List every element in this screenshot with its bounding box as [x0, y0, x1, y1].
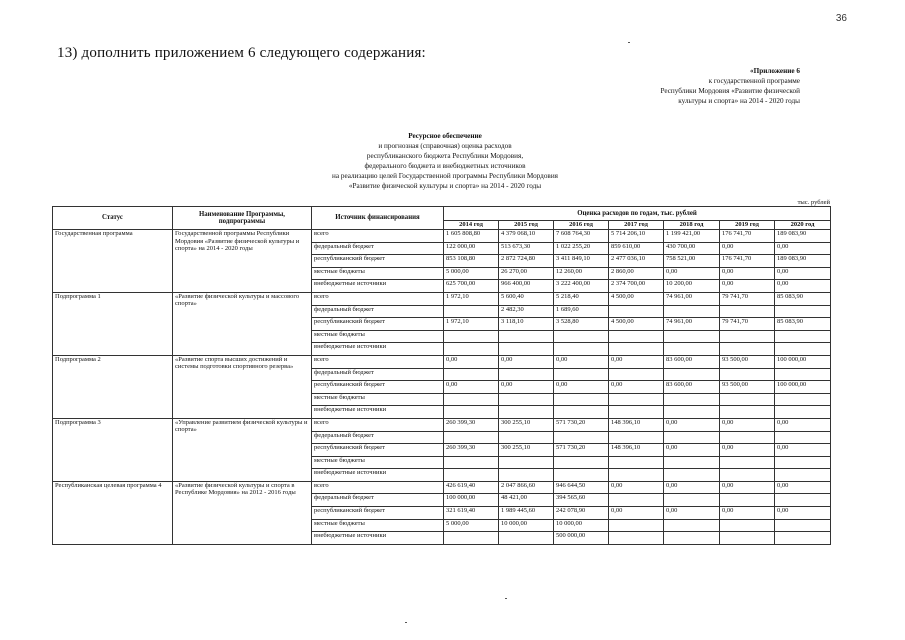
amount-cell: 10 200,00 [664, 280, 720, 293]
amount-cell: 176 741,70 [720, 230, 775, 243]
amount-cell: 100 000,00 [775, 355, 831, 368]
amount-cell [720, 519, 775, 532]
amount-cell: 0,00 [775, 507, 831, 520]
amount-cell [664, 532, 720, 545]
amount-cell [609, 494, 664, 507]
funding-source-cell: федеральный бюджет [312, 494, 444, 507]
resource-table [52, 206, 831, 545]
amount-cell [499, 343, 554, 356]
amount-cell [664, 393, 720, 406]
amount-cell: 79 741,70 [720, 318, 775, 331]
funding-source-cell: всего [312, 355, 444, 368]
funding-source-cell: всего [312, 230, 444, 243]
program-name-cell: «Развитие спорта высших достижений и системы подготовки спортивного резерва» [173, 355, 312, 418]
amount-cell: 0,00 [775, 267, 831, 280]
amount-cell: 85 083,90 [775, 318, 831, 331]
amount-cell: 1 199 421,00 [664, 230, 720, 243]
amount-cell: 758 521,00 [664, 255, 720, 268]
amount-cell: 260 399,30 [444, 418, 499, 431]
amount-cell: 10 000,00 [554, 519, 609, 532]
amount-cell: 0,00 [720, 507, 775, 520]
amount-cell: 5 600,40 [499, 292, 554, 305]
funding-source-cell: внебюджетные источники [312, 532, 444, 545]
amount-cell: 625 700,00 [444, 280, 499, 293]
amount-cell: 0,00 [664, 507, 720, 520]
appendix-line: культуры и спорта» на 2014 - 2020 годы [678, 97, 800, 105]
amount-cell: 0,00 [775, 242, 831, 255]
amount-cell [664, 519, 720, 532]
amount-cell [499, 532, 554, 545]
funding-source-cell: местные бюджеты [312, 393, 444, 406]
document-subtitle-line: республиканского бюджета Республики Мордовия, [366, 152, 524, 160]
amount-cell: 571 730,20 [554, 418, 609, 431]
amount-cell: 0,00 [664, 444, 720, 457]
amount-cell [720, 469, 775, 482]
amount-cell [664, 456, 720, 469]
scan-speck [505, 598, 507, 599]
amount-cell: 966 400,00 [499, 280, 554, 293]
header-year: 2016 год [554, 221, 609, 230]
scan-speck [628, 42, 630, 43]
amount-cell [444, 343, 499, 356]
amount-cell [554, 368, 609, 381]
amount-cell: 85 083,90 [775, 292, 831, 305]
amount-cell: 7 608 764,30 [554, 230, 609, 243]
appendix-title: «Приложение 6 [750, 67, 800, 75]
table-row [53, 230, 831, 243]
amount-cell: 0,00 [720, 242, 775, 255]
amount-cell: 0,00 [609, 507, 664, 520]
funding-source-cell: внебюджетные источники [312, 406, 444, 419]
amount-cell: 5 218,40 [554, 292, 609, 305]
amount-cell [664, 368, 720, 381]
amount-cell [775, 494, 831, 507]
amount-cell: 0,00 [775, 418, 831, 431]
status-cell: Подпрограмма 2 [53, 355, 173, 418]
amount-cell: 394 565,60 [554, 494, 609, 507]
appendix-line: Республики Мордовия «Развитие физической [660, 87, 800, 95]
amount-cell: 100 000,00 [775, 381, 831, 394]
amount-cell: 0,00 [720, 481, 775, 494]
amount-cell [444, 305, 499, 318]
amount-cell [720, 368, 775, 381]
amount-cell [720, 305, 775, 318]
status-cell: Республиканская целевая программа 4 [53, 481, 173, 544]
header-year: 2018 год [664, 221, 720, 230]
program-name-cell: «Развитие физической культуры и спорта в Республике Мордовия» на 2012 - 2016 годы [173, 481, 312, 544]
amount-cell: 430 700,00 [664, 242, 720, 255]
amount-cell: 2 860,00 [609, 267, 664, 280]
amount-cell [499, 368, 554, 381]
scan-speck [405, 622, 407, 623]
appendix-line: к государственной программе [708, 77, 800, 85]
funding-source-cell: внебюджетные источники [312, 280, 444, 293]
amount-cell: 260 399,30 [444, 444, 499, 457]
amount-cell: 3 222 400,00 [554, 280, 609, 293]
amount-cell: 148 396,10 [609, 444, 664, 457]
amount-cell [775, 519, 831, 532]
amount-cell [499, 469, 554, 482]
amount-cell [720, 431, 775, 444]
amount-cell [664, 343, 720, 356]
amount-cell: 2 482,30 [499, 305, 554, 318]
amount-cell: 0,00 [664, 481, 720, 494]
document-subtitle-line: «Развитие физической культуры и спорта» на 2014 - 2020 годы [348, 182, 542, 190]
amount-cell: 4 379 068,10 [499, 230, 554, 243]
amount-cell: 300 255,10 [499, 444, 554, 457]
document-subtitle-line: и прогнозная (справочная) оценка расходов [378, 142, 512, 150]
amount-cell: 3 411 849,10 [554, 255, 609, 268]
amount-cell: 0,00 [775, 280, 831, 293]
amount-cell [609, 456, 664, 469]
table-row [53, 418, 831, 431]
status-cell: Подпрограмма 1 [53, 292, 173, 355]
amount-cell: 48 421,00 [499, 494, 554, 507]
amount-cell [609, 532, 664, 545]
amount-cell: 189 083,90 [775, 255, 831, 268]
amount-cell: 4 500,00 [609, 318, 664, 331]
amount-cell: 0,00 [444, 355, 499, 368]
amount-cell [444, 532, 499, 545]
amount-cell [664, 431, 720, 444]
header-year: 2015 год [499, 221, 554, 230]
header-year: 2019 год [720, 221, 775, 230]
amount-cell: 189 083,90 [775, 230, 831, 243]
amount-cell: 300 255,10 [499, 418, 554, 431]
amount-cell: 5 000,00 [444, 267, 499, 280]
amount-cell [720, 456, 775, 469]
amount-cell [775, 368, 831, 381]
amount-cell [554, 456, 609, 469]
amount-cell: 4 500,00 [609, 292, 664, 305]
amount-cell [720, 406, 775, 419]
amount-cell [499, 330, 554, 343]
amount-cell: 83 600,00 [664, 381, 720, 394]
amount-cell: 2 872 724,80 [499, 255, 554, 268]
header-source: Источник финансирования [312, 207, 444, 230]
table-row [53, 481, 831, 494]
funding-source-cell: внебюджетные источники [312, 343, 444, 356]
amount-cell: 0,00 [775, 481, 831, 494]
amount-cell [775, 532, 831, 545]
amount-cell: 3 528,80 [554, 318, 609, 331]
amount-cell [554, 393, 609, 406]
funding-source-cell: всего [312, 481, 444, 494]
amount-cell [664, 469, 720, 482]
amount-cell: 0,00 [499, 355, 554, 368]
amount-cell [775, 469, 831, 482]
amount-cell [444, 368, 499, 381]
amount-cell: 853 108,80 [444, 255, 499, 268]
amount-cell: 0,00 [720, 444, 775, 457]
header-status: Статус [53, 207, 173, 230]
funding-source-cell: федеральный бюджет [312, 368, 444, 381]
document-subtitle-line: федерального бюджета и внебюджетных источников [364, 162, 526, 170]
amount-cell: 5 000,00 [444, 519, 499, 532]
amount-cell [775, 456, 831, 469]
amount-cell [609, 406, 664, 419]
amount-cell: 79 741,70 [720, 292, 775, 305]
amount-cell: 93 500,00 [720, 355, 775, 368]
amount-cell: 571 730,20 [554, 444, 609, 457]
amount-cell: 946 644,50 [554, 481, 609, 494]
amount-cell: 0,00 [609, 355, 664, 368]
amount-cell [499, 456, 554, 469]
amount-cell [609, 393, 664, 406]
funding-source-cell: всего [312, 292, 444, 305]
amount-cell [554, 469, 609, 482]
amount-cell: 1 989 445,60 [499, 507, 554, 520]
amount-cell: 0,00 [609, 381, 664, 394]
header-estimate: Оценка расходов по годам, тыс. рублей [444, 207, 831, 221]
amount-cell [554, 343, 609, 356]
amount-cell: 0,00 [554, 381, 609, 394]
amount-cell: 1 605 808,80 [444, 230, 499, 243]
amount-cell [775, 330, 831, 343]
amount-cell [609, 469, 664, 482]
funding-source-cell: федеральный бюджет [312, 431, 444, 444]
amount-cell: 26 270,00 [499, 267, 554, 280]
amount-cell [609, 305, 664, 318]
amount-cell: 426 619,40 [444, 481, 499, 494]
amount-cell: 1 689,60 [554, 305, 609, 318]
amount-cell [609, 330, 664, 343]
amount-cell [775, 431, 831, 444]
amount-cell [444, 330, 499, 343]
amount-cell: 5 714 206,10 [609, 230, 664, 243]
amount-cell [554, 330, 609, 343]
amount-cell [609, 519, 664, 532]
funding-source-cell: местные бюджеты [312, 330, 444, 343]
amount-cell: 74 961,00 [664, 292, 720, 305]
funding-source-cell: республиканский бюджет [312, 444, 444, 457]
amount-cell: 0,00 [720, 267, 775, 280]
amount-cell [609, 343, 664, 356]
status-cell: Подпрограмма 3 [53, 418, 173, 481]
amount-cell: 500 000,00 [554, 532, 609, 545]
amount-cell: 148 396,10 [609, 418, 664, 431]
amount-cell [775, 343, 831, 356]
funding-source-cell: внебюджетные источники [312, 469, 444, 482]
amount-cell [609, 368, 664, 381]
amount-cell: 0,00 [664, 418, 720, 431]
amount-cell [444, 456, 499, 469]
header-name: Наименование Программы, подпрограммы [173, 207, 312, 230]
program-name-cell: «Управление развитием физической культуры и спорта» [173, 418, 312, 481]
amount-cell [775, 406, 831, 419]
amount-cell [775, 393, 831, 406]
amount-cell: 2 477 036,10 [609, 255, 664, 268]
document-subtitle-line: на реализацию целей Государственной программы Республики Мордовия [332, 172, 558, 180]
funding-source-cell: республиканский бюджет [312, 255, 444, 268]
amount-cell [720, 330, 775, 343]
funding-source-cell: местные бюджеты [312, 267, 444, 280]
section-heading: 13) дополнить приложением 6 следующего содержания: [57, 45, 426, 61]
amount-cell: 0,00 [720, 418, 775, 431]
amount-cell [664, 494, 720, 507]
table-row [53, 355, 831, 368]
amount-cell [554, 406, 609, 419]
funding-source-cell: местные бюджеты [312, 456, 444, 469]
table-row [53, 292, 831, 305]
amount-cell [444, 469, 499, 482]
amount-cell: 122 000,00 [444, 242, 499, 255]
amount-cell: 2 047 866,60 [499, 481, 554, 494]
amount-cell [664, 305, 720, 318]
amount-cell: 859 610,00 [609, 242, 664, 255]
amount-cell: 2 374 700,00 [609, 280, 664, 293]
funding-source-cell: республиканский бюджет [312, 507, 444, 520]
amount-cell [444, 393, 499, 406]
header-year: 2017 год [609, 221, 664, 230]
document-title-block [295, 131, 595, 191]
funding-source-cell: республиканский бюджет [312, 318, 444, 331]
amount-cell [444, 431, 499, 444]
amount-cell: 74 961,00 [664, 318, 720, 331]
amount-cell: 83 600,00 [664, 355, 720, 368]
amount-cell [444, 406, 499, 419]
program-name-cell: Государственной программы Республики Мордовия «Развитие физической культуры и спорта» на 2014 - 2020 годы [173, 230, 312, 293]
header-year: 2020 год [775, 221, 831, 230]
amount-cell [775, 305, 831, 318]
appendix-header [600, 66, 800, 106]
units-label: тыс. рублей [797, 199, 830, 206]
amount-cell: 10 000,00 [499, 519, 554, 532]
program-name-cell: «Развитие физической культуры и массового спорта» [173, 292, 312, 355]
header-year: 2014 год [444, 221, 499, 230]
amount-cell: 100 000,00 [444, 494, 499, 507]
amount-cell [720, 393, 775, 406]
amount-cell: 12 260,00 [554, 267, 609, 280]
amount-cell [664, 406, 720, 419]
amount-cell [609, 431, 664, 444]
status-cell: Государственная программа [53, 230, 173, 293]
amount-cell: 0,00 [444, 381, 499, 394]
amount-cell: 1 972,10 [444, 292, 499, 305]
amount-cell: 0,00 [499, 381, 554, 394]
amount-cell [499, 406, 554, 419]
amount-cell: 242 078,90 [554, 507, 609, 520]
amount-cell [499, 393, 554, 406]
amount-cell: 0,00 [720, 280, 775, 293]
amount-cell: 321 619,40 [444, 507, 499, 520]
amount-cell: 0,00 [664, 267, 720, 280]
amount-cell [664, 330, 720, 343]
amount-cell [720, 532, 775, 545]
funding-source-cell: федеральный бюджет [312, 242, 444, 255]
amount-cell: 1 022 255,20 [554, 242, 609, 255]
amount-cell: 0,00 [554, 355, 609, 368]
document-title: Ресурсное обеспечение [408, 132, 482, 140]
funding-source-cell: республиканский бюджет [312, 381, 444, 394]
funding-source-cell: местные бюджеты [312, 519, 444, 532]
amount-cell: 176 741,70 [720, 255, 775, 268]
funding-source-cell: всего [312, 418, 444, 431]
amount-cell: 0,00 [609, 481, 664, 494]
page-number: 36 [835, 13, 847, 24]
amount-cell [720, 494, 775, 507]
funding-source-cell: федеральный бюджет [312, 305, 444, 318]
amount-cell: 0,00 [775, 444, 831, 457]
amount-cell [720, 343, 775, 356]
amount-cell [554, 431, 609, 444]
amount-cell [499, 431, 554, 444]
amount-cell: 513 673,30 [499, 242, 554, 255]
amount-cell: 1 972,10 [444, 318, 499, 331]
amount-cell: 93 500,00 [720, 381, 775, 394]
amount-cell: 3 118,10 [499, 318, 554, 331]
